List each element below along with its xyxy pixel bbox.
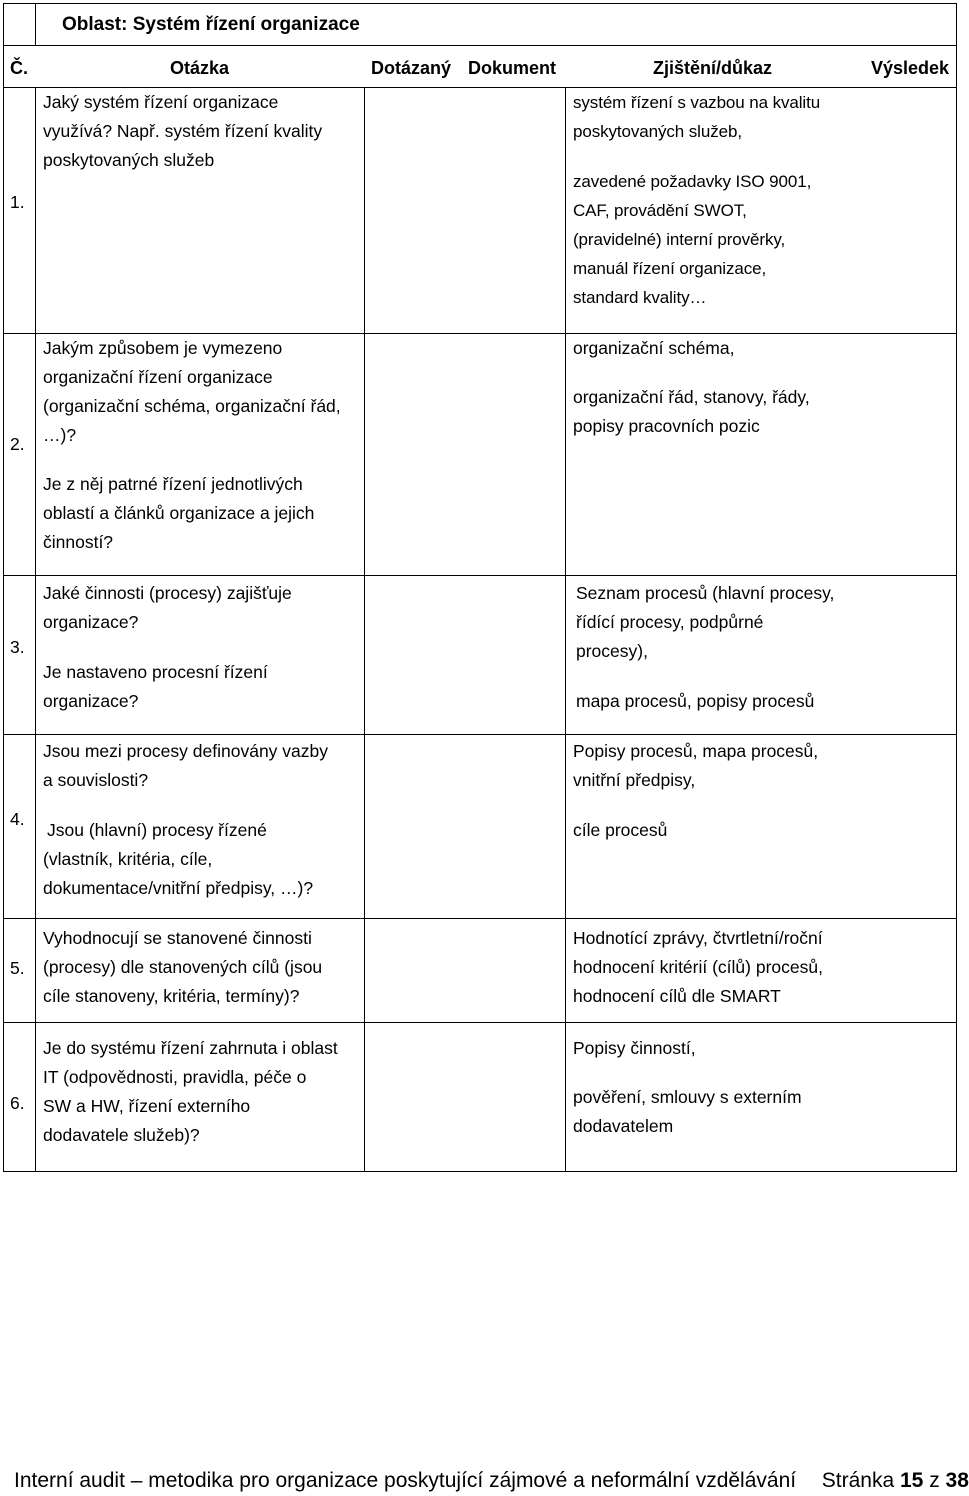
footer-of: z <box>929 1469 940 1492</box>
row-number: 6. <box>10 1093 25 1113</box>
question-text: Vyhodnocují se stanovené činnosti (procesy) dle stanovených cílů (jsou cíle stanoveny, kritéria, termíny)? <box>43 928 323 1006</box>
header-finding: Zjištění/důkaz <box>653 58 773 78</box>
row-2-border <box>3 575 957 576</box>
document-text: mapa procesů, popisy procesů <box>576 691 815 711</box>
question-text: Je nastaveno procesní řízení organizace? <box>43 662 268 711</box>
footer-title: Interní audit – metodika pro organizace poskytující zájmové a neformální vzdělávání <box>14 1469 797 1492</box>
footer-page-label: Stránka <box>821 1469 895 1492</box>
col-asked-divider <box>565 87 566 1172</box>
row-5-border <box>3 1022 957 1023</box>
col-question-divider <box>364 87 365 1172</box>
question-text: Jaký systém řízení organizace využívá? Např. systém řízení kvality poskytovaných služeb <box>43 92 323 170</box>
document-text: organizační schéma, <box>573 338 735 358</box>
row-4-border <box>3 918 957 919</box>
question-text: Je z něj patrné řízení jednotlivých oblastí a článků organizace a jejich činností? <box>43 474 315 552</box>
table-right-border <box>956 3 957 1172</box>
footer-page-number: 15 <box>900 1469 924 1492</box>
footer-page-total: 38 <box>945 1469 969 1492</box>
row-number: 5. <box>10 958 25 978</box>
document-text: systém řízení s vazbou na kvalitu poskytovaných služeb, <box>573 93 821 141</box>
table-left-border <box>3 3 4 1172</box>
col-num-divider <box>35 87 36 1172</box>
document-text: zavedené požadavky ISO 9001, CAF, provádění SWOT, (pravidelné) interní prověrky, manuál řízení organizace, standard kvality… <box>573 172 812 307</box>
title-num-divider <box>35 3 36 45</box>
header-asked: Dotázaný <box>371 58 452 78</box>
question-text: Je do systému řízení zahrnuta i oblast IT (odpovědnosti, pravidla, péče o SW a HW, řízení externího dodavatele služeb)? <box>43 1038 338 1145</box>
document-text: Hodnotící zprávy, čtvrtletní/roční hodnocení kritérií (cílů) procesů, hodnocení cílů dle SMART <box>573 928 823 1006</box>
header-num: Č. <box>10 58 28 78</box>
row-number: 1. <box>10 192 25 212</box>
header-question: Otázka <box>170 58 230 78</box>
question-text: Jsou mezi procesy definovány vazby a souvislosti? <box>43 741 328 790</box>
row-number: 4. <box>10 809 25 829</box>
document-text: Popisy procesů, mapa procesů, vnitřní předpisy, <box>573 741 819 790</box>
document-text: Seznam procesů (hlavní procesy, řídící procesy, podpůrné procesy), <box>576 583 835 661</box>
document-text: Popisy činností, <box>573 1038 696 1058</box>
area-title: Oblast: Systém řízení organizace <box>62 14 360 35</box>
row-number: 2. <box>10 434 25 454</box>
header-result: Výsledek <box>871 58 950 78</box>
header-document: Dokument <box>468 58 557 78</box>
question-text: Jaké činnosti (procesy) zajišťuje organizace? <box>43 583 292 632</box>
row-6-border <box>3 1171 957 1172</box>
row-3-border <box>3 734 957 735</box>
question-text: Jsou (hlavní) procesy řízené (vlastník, kritéria, cíle, dokumentace/vnitřní předpisy, …)? <box>43 820 314 898</box>
question-text: Jakým způsobem je vymezeno organizační řízení organizace (organizační schéma, organizační řád, …)? <box>43 338 341 445</box>
document-text: pověření, smlouvy s externím dodavatelem <box>573 1087 802 1136</box>
row-number: 3. <box>10 637 25 657</box>
title-row-border <box>3 45 957 46</box>
document-text: cíle procesů <box>573 820 668 840</box>
page-footer <box>14 1467 969 1495</box>
table-top-border <box>3 3 957 4</box>
document-text: organizační řád, stanovy, řády, popisy pracovních pozic <box>573 387 810 436</box>
